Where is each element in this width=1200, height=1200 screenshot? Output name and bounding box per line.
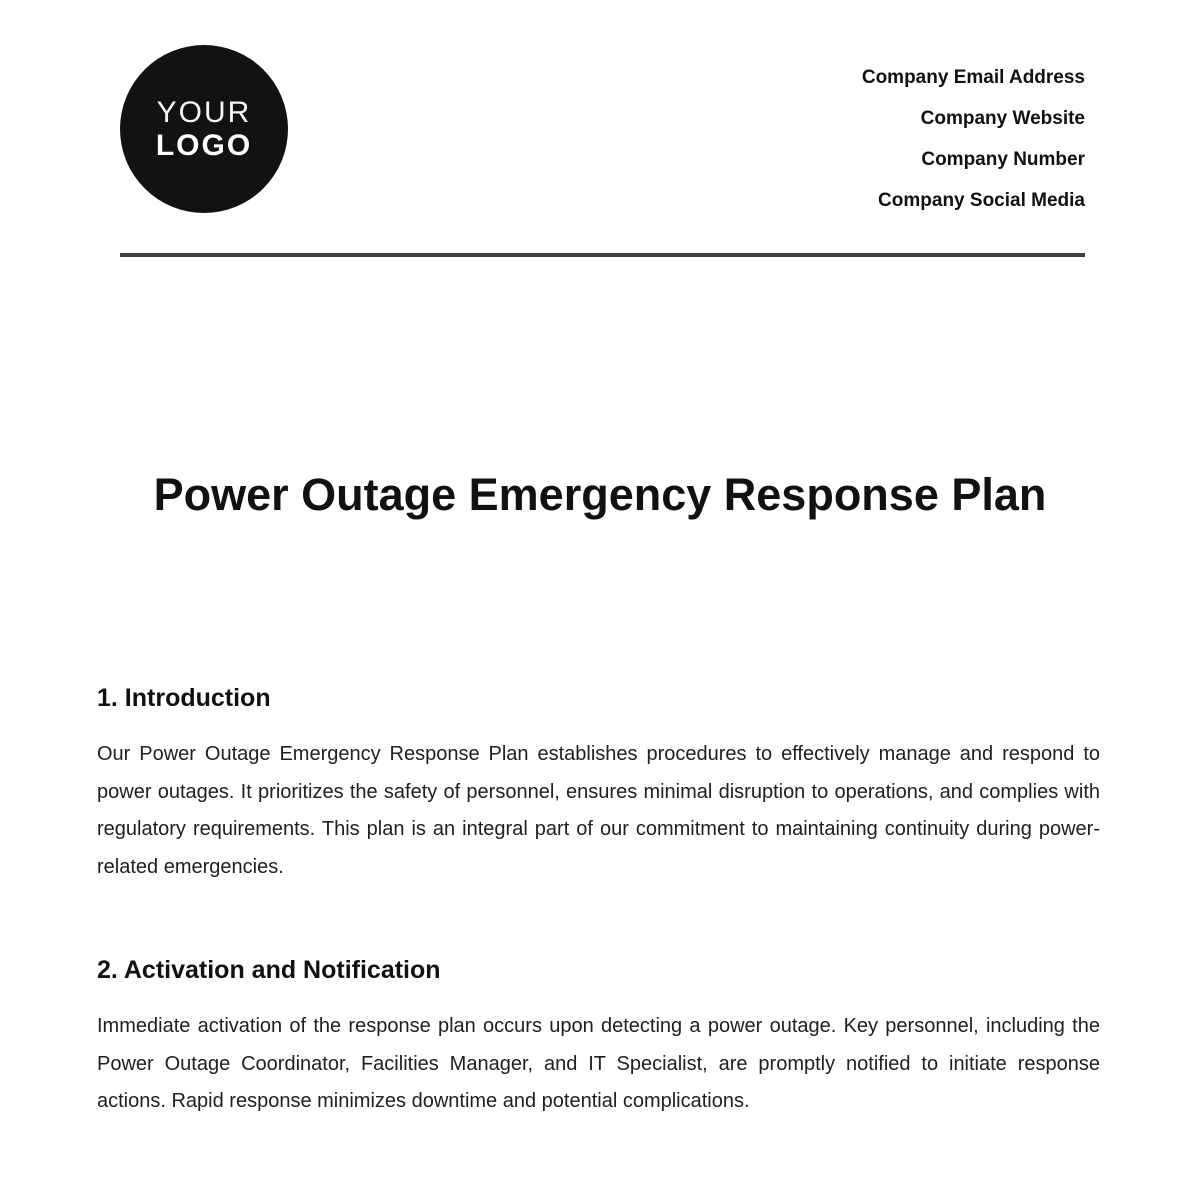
document-content [0,684,1200,1121]
company-email: Company Email Address [861,67,1085,88]
document-header [0,0,1200,221]
logo-text-your: YOUR [156,96,252,129]
section-introduction [97,684,1100,886]
header-divider [120,253,1085,257]
company-number: Company Number [921,149,1085,170]
section-heading-activation: 2. Activation and Notification [97,956,441,984]
section-heading-introduction: 1. Introduction [97,684,271,712]
logo-text-logo: LOGO [155,129,253,162]
section-body-introduction: Our Power Outage Emergency Response Plan establishes procedures to effectively manage and respond to power outages. It prioritizes the safety of personnel, ensures minimal disruption to operations, and complies with regulatory requirements. This plan is an integral part of our commitment to maintaining continuity during power-related emergencies. [97,743,1100,878]
document-title: Power Outage Emergency Response Plan [153,469,1047,520]
section-body-activation: Immediate activation of the response plan occurs upon detecting a power outage. Key personnel, including the Power Outage Coordinator, Facilities Manager, and IT Specialist, are promptly notified to initiate response actions. Rapid response minimizes downtime and potential complications. [97,1015,1100,1112]
company-contact-block [862,45,1085,221]
company-website: Company Website [920,108,1085,129]
company-logo [120,45,288,213]
company-social-media: Company Social Media [878,190,1085,211]
section-activation-notification [97,956,1100,1121]
